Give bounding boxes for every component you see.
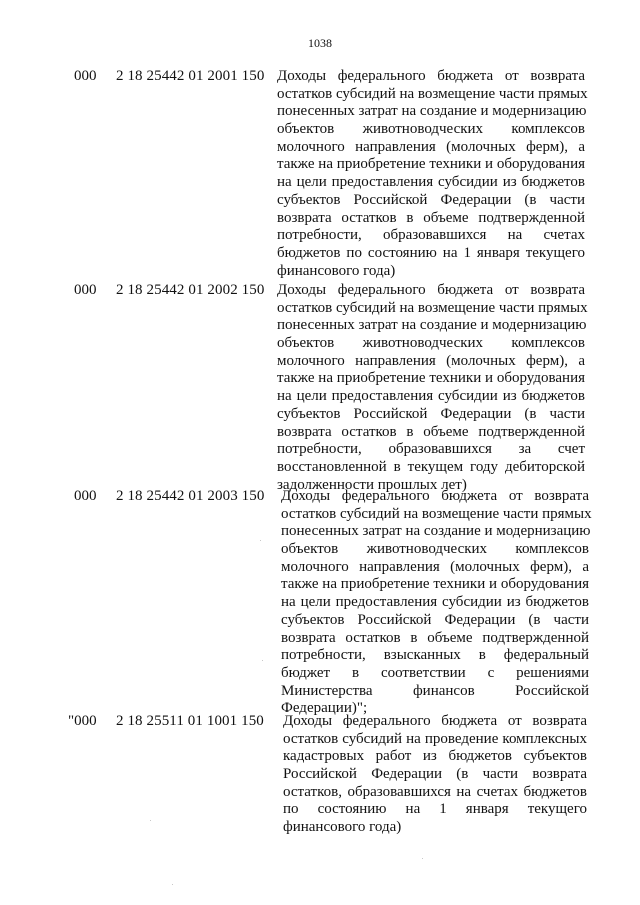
description-line: объектов животноводческих комплексов [281, 541, 589, 558]
description-line: бюджетов по состоянию на 1 января текущего [277, 244, 585, 261]
admin-code: 000 [74, 488, 97, 504]
scan-speck [172, 884, 173, 885]
admin-code: 000 [74, 68, 97, 84]
description-line: молочного направления (молочных ферм), а [277, 352, 585, 369]
description-line: по состоянию на 1 января текущего [283, 801, 587, 818]
description-line: понесенных затрат на создание и модернизацию [277, 103, 587, 120]
description-line: финансового года) [277, 262, 396, 279]
description-line: также на приобретение техники и оборудования [277, 156, 585, 173]
description-line: возврата остатков в объеме подтвержденной [277, 423, 585, 440]
description-line: субъектов Российской Федерации (в части [277, 191, 585, 208]
description-line: Доходы федерального бюджета от возврата [281, 488, 589, 504]
description-line: потребности, взысканных в федеральный [281, 647, 589, 664]
description-line: остатков субсидий на проведение комплексных [283, 730, 587, 747]
description-line: объектов животноводческих комплексов [277, 335, 585, 352]
scan-speck [422, 858, 423, 859]
description [277, 282, 588, 494]
scan-speck [260, 540, 261, 541]
description-line: остатков субсидий на возмещение части прямых [277, 85, 588, 102]
description-line: молочного направления (молочных ферм), а [281, 558, 589, 575]
description-line: бюджет в соответствии с решениями [281, 664, 589, 681]
admin-code: "000 [68, 713, 97, 729]
description-line: также на приобретение техники и оборудования [277, 370, 585, 387]
description-line: на цели предоставления субсидии из бюджетов [277, 388, 585, 405]
classification-code: 2 18 25511 01 1001 150 [116, 713, 264, 729]
description-line: Министерства финансов Российской [281, 682, 589, 699]
description-line: кадастровых работ из бюджетов субъектов [283, 748, 587, 765]
description-line: остатков субсидий на возмещение части прямых [277, 299, 588, 316]
description-line: Доходы федерального бюджета от возврата [277, 68, 585, 84]
description-line: возврата остатков в объеме подтвержденной [277, 209, 585, 226]
page-number: 1038 [308, 36, 332, 50]
description-line: объектов животноводческих комплексов [277, 121, 585, 138]
description-line: Российской Федерации (в части возврата [283, 766, 587, 783]
description [277, 68, 588, 280]
description-line: потребности, образовавшихся на счетах [277, 227, 585, 244]
description-line: Федерации)"; [281, 700, 368, 717]
description-line: также на приобретение техники и оборудования [281, 576, 589, 593]
description-line: Доходы федерального бюджета от возврата [283, 713, 587, 729]
description-line: потребности, образовавшихся за счет [277, 441, 585, 458]
classification-code: 2 18 25442 01 2001 150 [116, 68, 265, 84]
description [283, 713, 587, 837]
description [281, 488, 592, 718]
classification-code: 2 18 25442 01 2003 150 [116, 488, 265, 504]
description-line: задолженности прошлых лет) [277, 476, 467, 493]
description-line: молочного направления (молочных ферм), а [277, 138, 585, 155]
scan-speck [262, 660, 263, 661]
description-line: финансового года) [283, 819, 402, 836]
classification-code: 2 18 25442 01 2002 150 [116, 282, 265, 298]
scan-speck [150, 820, 151, 821]
description-line: понесенных затрат на создание и модернизацию [277, 317, 587, 334]
description-line: возврата остатков в объеме подтвержденной [281, 629, 589, 646]
description-line: восстановленной в текущем году дебиторской [277, 458, 585, 475]
admin-code: 000 [74, 282, 97, 298]
description-line: субъектов Российской Федерации (в части [277, 405, 585, 422]
description-line: понесенных затрат на создание и модернизацию [281, 523, 591, 540]
description-line: остатков, образовавшихся на счетах бюджетов [283, 783, 587, 800]
description-line: Доходы федерального бюджета от возврата [277, 282, 585, 298]
description-line: остатков субсидий на возмещение части прямых [281, 505, 592, 522]
description-line: субъектов Российской Федерации (в части [281, 611, 589, 628]
description-line: на цели предоставления субсидии из бюджетов [281, 594, 589, 611]
description-line: на цели предоставления субсидии из бюджетов [277, 174, 585, 191]
